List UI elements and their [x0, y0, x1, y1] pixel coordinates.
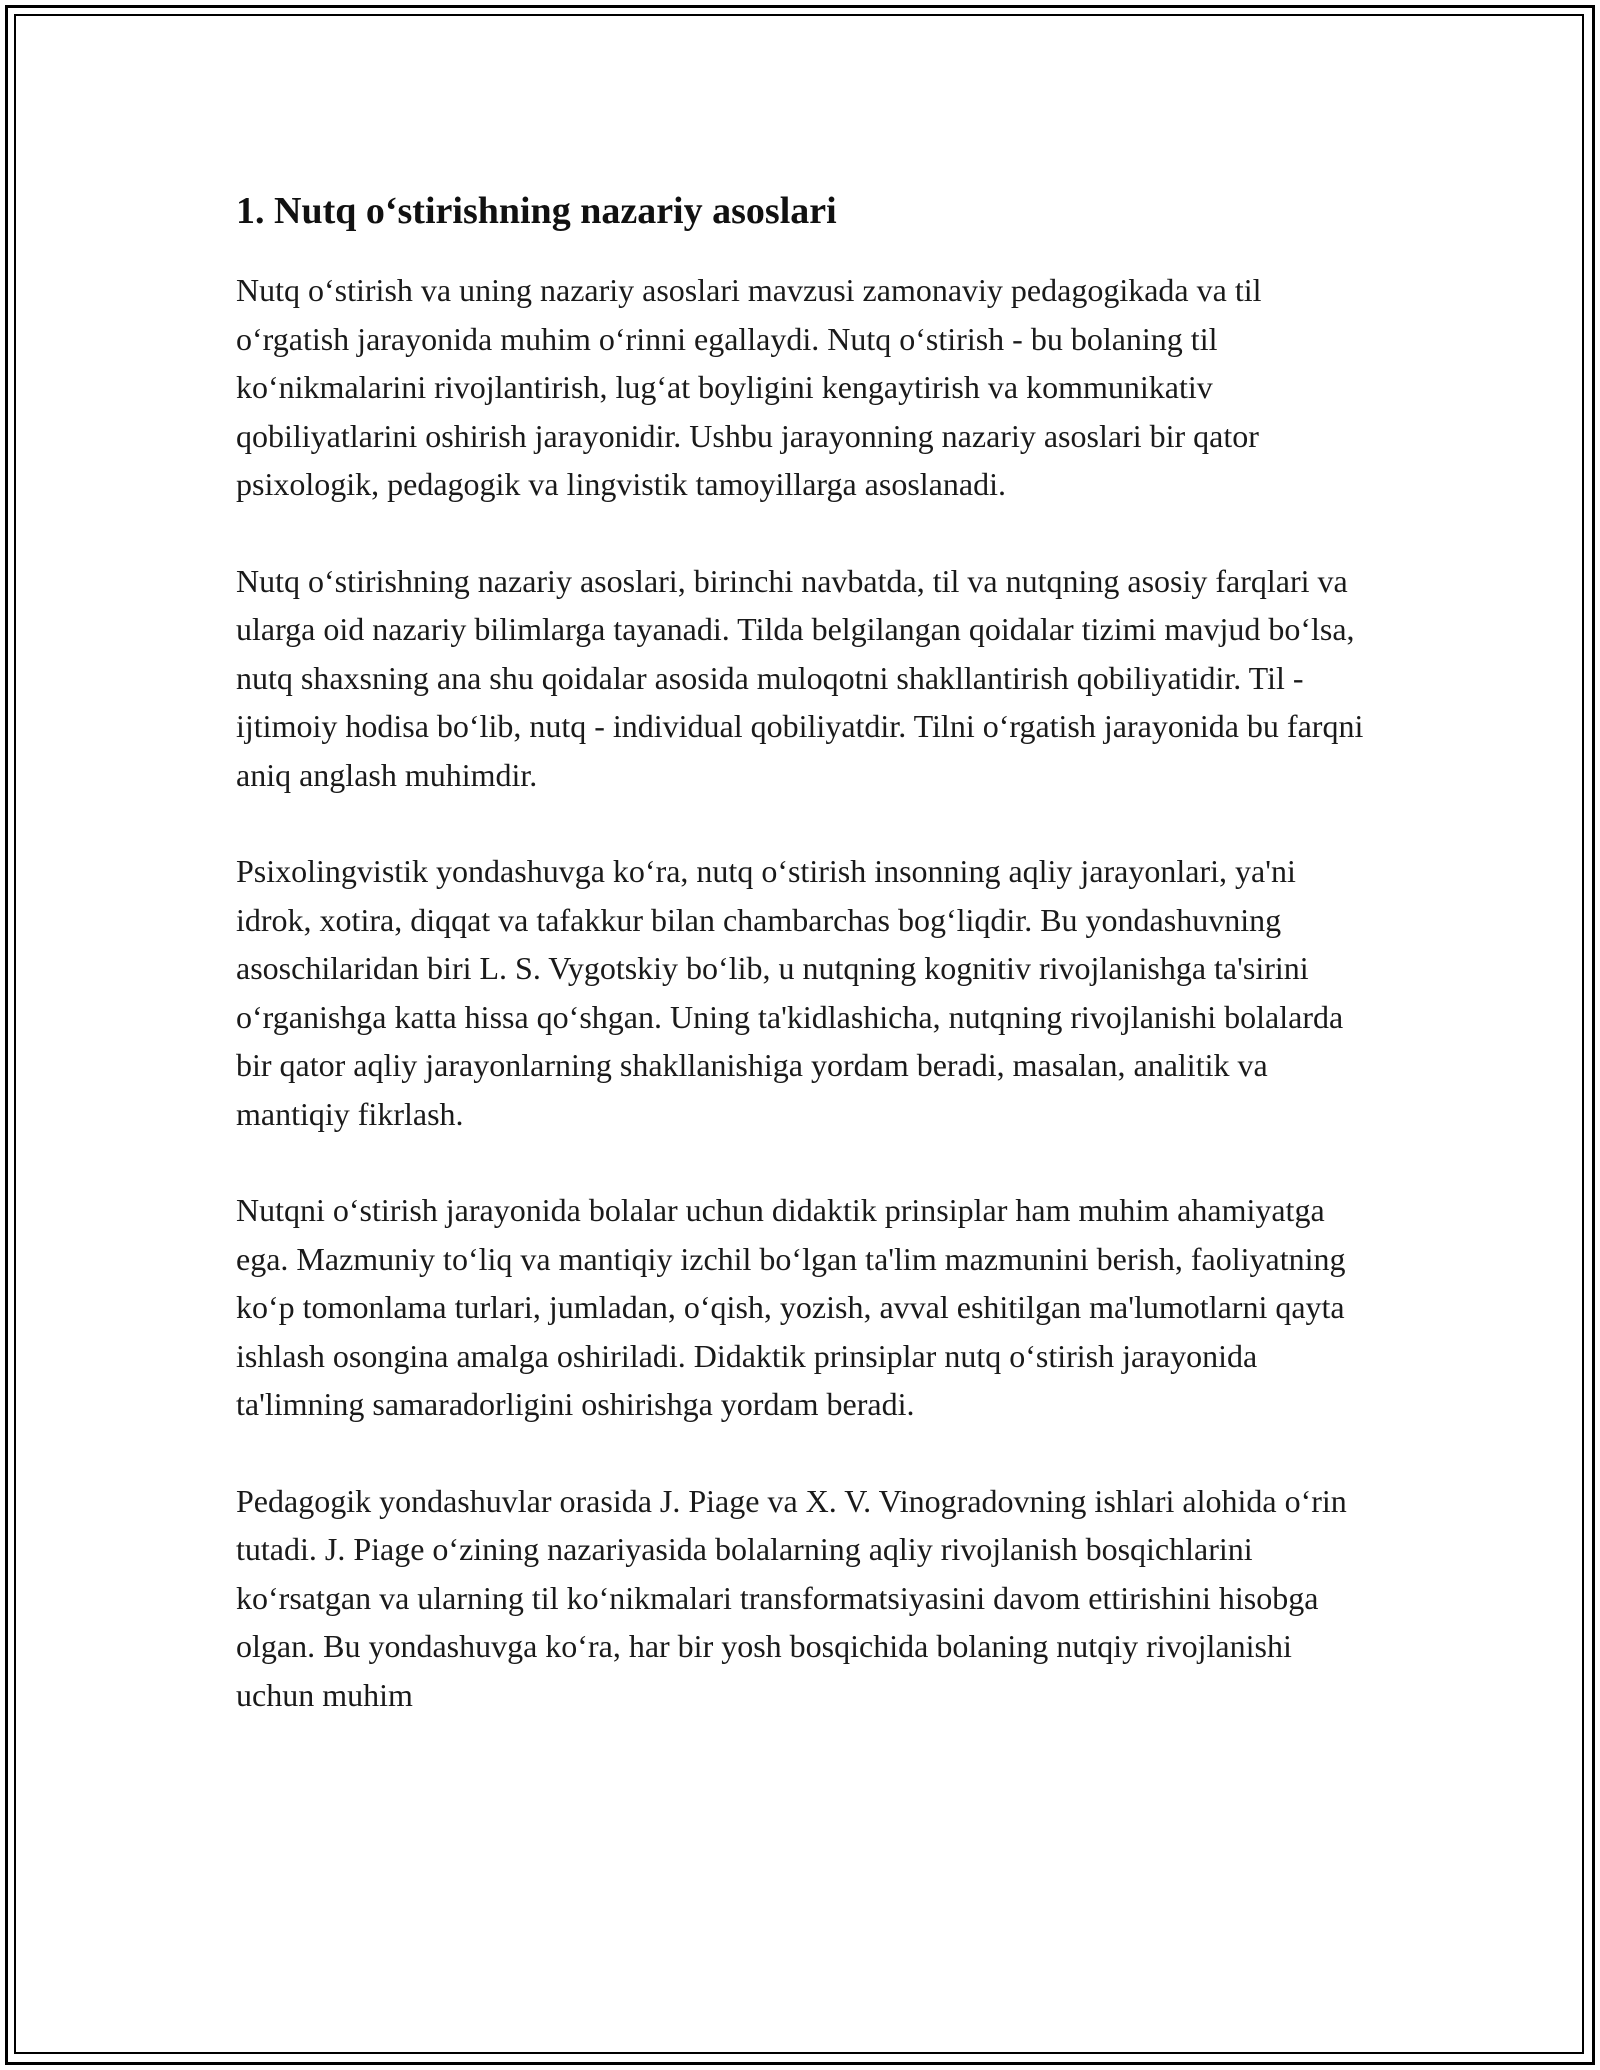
- paragraph-1: Nutq o‘stirish va uning nazariy asoslari mavzusi zamonaviy pedagogikada va til o‘rgatish jarayonida muhim o‘rinni egallaydi. Nutq o‘stirish - bu bolaning til ko‘nikmalarini rivojlantirish, lug‘at boyligini kengaytirish va kommunikativ qobiliyatlarini oshirish jarayonidir. Ushbu jarayonning nazariy asoslari bir qator psixologik, pedagogik va lingvistik tamoyillarga asoslanadi.: [236, 272, 1262, 502]
- document-body: [236, 186, 1376, 1767]
- section-heading: 1. Nutq o‘stirishning nazariy asoslari: [236, 190, 837, 232]
- paragraph-5: Pedagogik yondashuvlar orasida J. Piage va X. V. Vinogradovning ishlari alohida o‘rin tutadi. J. Piage o‘zining nazariyasida bolalarning aqliy rivojlanish bosqichlarini ko‘rsatgan va ularning til ko‘nikmalari transformatsiyasini davom ettirishini hisobga olgan. Bu yondashuvga ko‘ra, har bir yosh bosqichida bolaning nutqiy rivojlanishi uchun muhim: [236, 1482, 1347, 1713]
- paragraph-2: Nutq o‘stirishning nazariy asoslari, birinchi navbatda, til va nutqning asosiy farqlari va ularga oid nazariy bilimlarga tayanadi. Tilda belgilangan qoidalar tizimi mavjud bo‘lsa, nutq shaxsning ana shu qoidalar asosida muloqotni shakllantirish qobiliyatidir. Til - ijtimoiy hodisa bo‘lib, nutq - individual qobiliyatdir. Tilni o‘rgatish jarayonida bu farqni aniq anglash muhimdir.: [236, 562, 1364, 793]
- paragraph-3: Psixolingvistik yondashuvga ko‘ra, nutq o‘stirish insonning aqliy jarayonlari, ya'ni idrok, xotira, diqqat va tafakkur bilan chambarchas bog‘liqdir. Bu yondashuvning asoschilaridan biri L. S. Vygotskiy bo‘lib, u nutqning kognitiv rivojlanishga ta'sirini o‘rganishga katta hissa qo‘shgan. Uning ta'kidlashicha, nutqning rivojlanishi bolalarda bir qator aqliy jarayonlarning shakllanishiga yordam beradi, masalan, analitik va mantiqiy fikrlash.: [236, 853, 1344, 1132]
- paragraph-4: Nutqni o‘stirish jarayonida bolalar uchun didaktik prinsiplar ham muhim ahamiyatga ega. Mazmuniy to‘liq va mantiqiy izchil bo‘lgan ta'lim mazmunini berish, faoliyatning ko‘p tomonlama turlari, jumladan, o‘qish, yozish, avval eshitilgan ma'lumotlarni qayta ishlash osongina amalga oshiriladi. Didaktik prinsiplar nutq o‘stirish jarayonida ta'limning samaradorligini oshirishga yordam beradi.: [236, 1192, 1346, 1422]
